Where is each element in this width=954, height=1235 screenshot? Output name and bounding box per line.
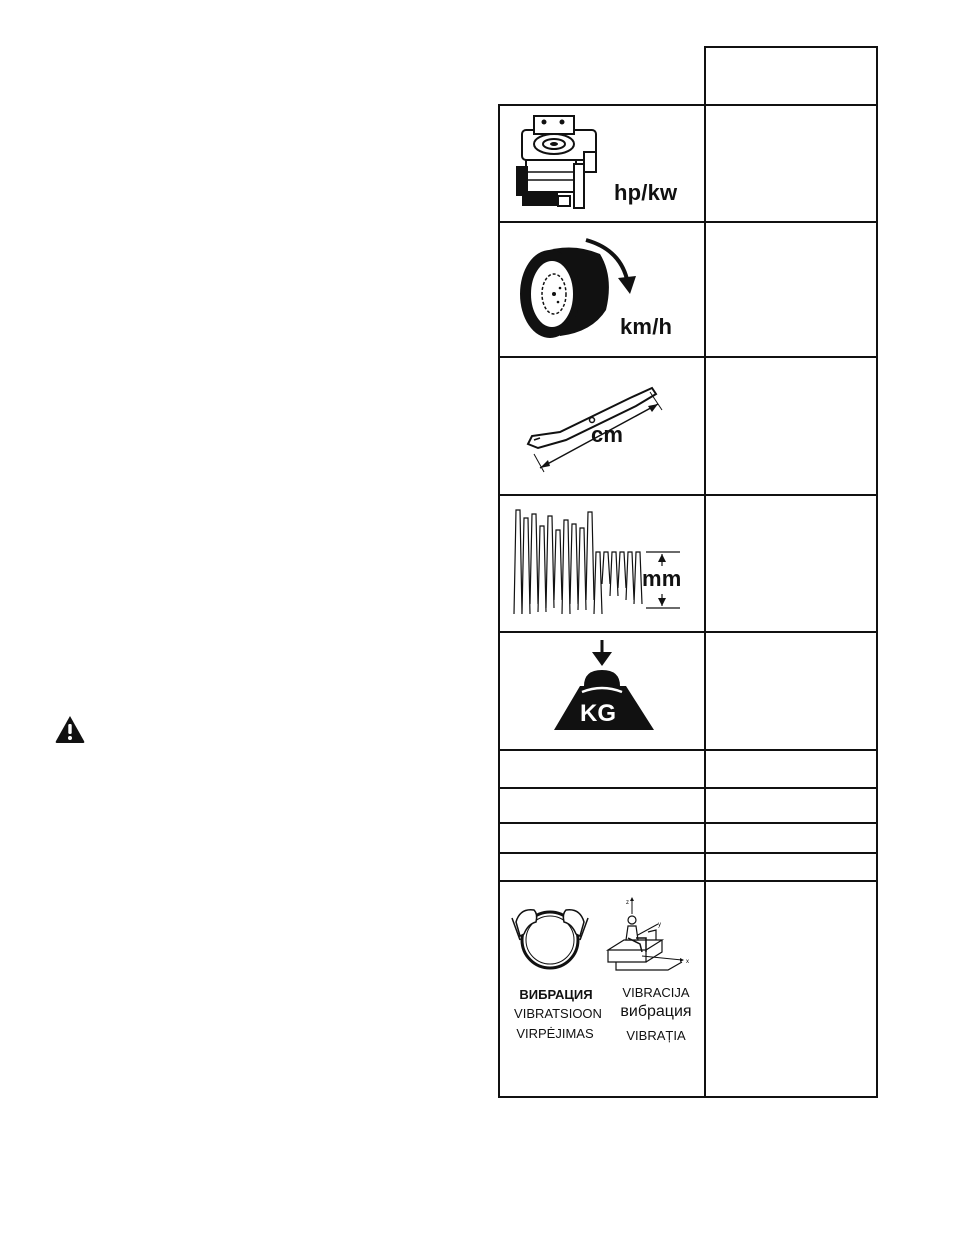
vibration-label-right-3: VIBRAȚIA xyxy=(626,1028,686,1043)
warning-triangle-icon xyxy=(54,714,86,744)
engine-icon xyxy=(512,112,607,216)
row-divider xyxy=(498,787,878,789)
axis-x-label: x xyxy=(686,959,689,965)
row-divider xyxy=(498,880,878,882)
row-divider xyxy=(498,749,878,751)
axis-z-label: z xyxy=(626,900,629,906)
table-column-divider xyxy=(704,104,706,1098)
blade-length-unit: cm xyxy=(591,422,624,447)
table-header-cell xyxy=(704,46,878,106)
row-divider xyxy=(498,221,878,223)
vibration-label-left-1: ВИБРАЦИЯ xyxy=(519,987,593,1002)
weight-unit: KG xyxy=(580,700,616,727)
vibration-label-left-2: VIBRATSIOON xyxy=(514,1006,602,1021)
speed-unit: km/h xyxy=(620,314,673,339)
hand-vibration-icon xyxy=(510,900,590,975)
vibration-label-left-3: VIRPĖJIMAS xyxy=(516,1026,594,1041)
cutting-height-unit: mm xyxy=(642,566,682,591)
cutting-height-icon xyxy=(508,504,698,620)
row-divider xyxy=(498,631,878,633)
seat-vibration-icon xyxy=(602,896,694,978)
vibration-label-right-2: вибрация xyxy=(620,1003,692,1020)
row-divider xyxy=(498,494,878,496)
engine-power-unit: hp/kw xyxy=(614,180,678,205)
row-divider xyxy=(498,356,878,358)
row-divider xyxy=(498,822,878,824)
row-divider xyxy=(498,852,878,854)
axis-y-label: y xyxy=(658,922,661,928)
vibration-label-right-1: VIBRACIJA xyxy=(622,985,690,1000)
